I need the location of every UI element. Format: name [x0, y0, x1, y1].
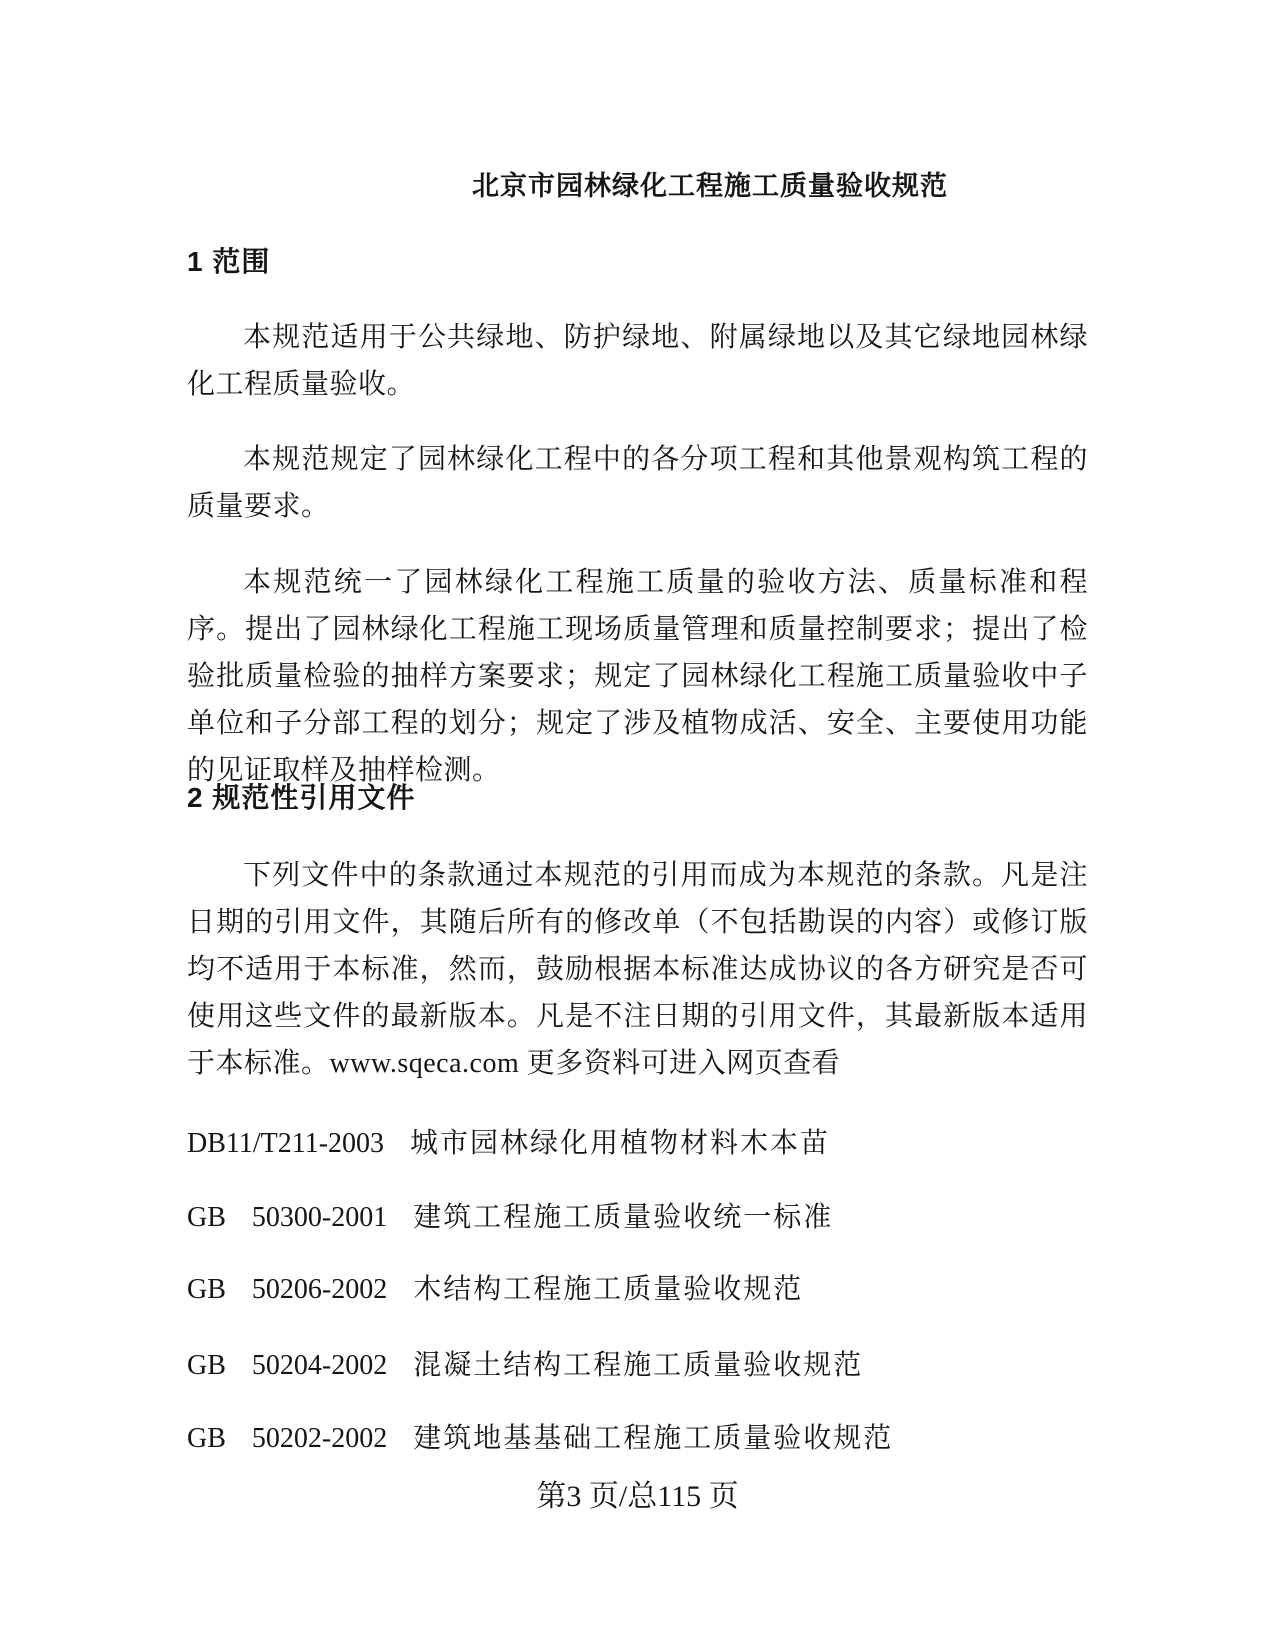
section-heading-scope: 1 范围: [187, 246, 271, 277]
reference-code: GB: [187, 1202, 226, 1233]
paragraph-scope-3: 本规范统一了园林绿化工程施工质量的验收方法、质量标准和程序。提出了园林绿化工程施工现场质量管理和质量控制要求；提出了检验批质量检验的抽样方案要求；规定了园林绿化工程施工质量验收中子单位和子分部工程的划分；规定了涉及植物成活、安全、主要使用功能的见证取样及抽样检测。: [187, 567, 1088, 786]
reference-number: 50206-2002: [251, 1274, 388, 1305]
reference-title: 建筑工程施工质量验收统一标准: [413, 1202, 834, 1233]
document-title: 北京市园林绿化工程施工质量验收规范: [472, 171, 948, 201]
reference-code: GB: [187, 1350, 226, 1381]
reference-code: GB: [187, 1274, 226, 1305]
reference-number: 50300-2001: [251, 1202, 388, 1233]
reference-row: [187, 1120, 830, 1167]
reference-title: 混凝土结构工程施工质量验收规范: [413, 1350, 864, 1381]
reference-title: 木结构工程施工质量验收规范: [413, 1274, 804, 1305]
reference-number: 50204-2002: [251, 1350, 388, 1381]
reference-title: 城市园林绿化用植物材料木本苗: [410, 1128, 831, 1159]
reference-row: [187, 1342, 863, 1389]
paragraph-scope-2: 本规范规定了园林绿化工程中的各分项工程和其他景观构筑工程的质量要求。: [187, 444, 1088, 522]
reference-row: [187, 1194, 833, 1241]
paragraph-references-intro: 下列文件中的条款通过本规范的引用而成为本规范的条款。凡是注日期的引用文件，其随后所有的修改单（不包括勘误的内容）或修订版均不适用于本标准，然而，鼓励根据本标准达成协议的各方研究是否可使用这些文件的最新版本。凡是不注日期的引用文件，其最新版本适用于本标准。www.sqeca.com 更多资料可进入网页查看: [187, 860, 1088, 1079]
reference-code: DB11/T211-2003: [187, 1128, 385, 1159]
reference-title: 建筑地基基础工程施工质量验收规范: [413, 1423, 894, 1454]
reference-number: 50202-2002: [251, 1423, 388, 1454]
reference-code: GB: [187, 1423, 226, 1454]
reference-row: [187, 1266, 803, 1313]
reference-row: [187, 1415, 893, 1462]
section-heading-normative-references: 2 规范性引用文件: [187, 782, 416, 813]
paragraph-scope-1: 本规范适用于公共绿地、防护绿地、附属绿地以及其它绿地园林绿化工程质量验收。: [187, 322, 1088, 400]
page-number-footer: 第3 页/总115 页: [536, 1480, 739, 1513]
